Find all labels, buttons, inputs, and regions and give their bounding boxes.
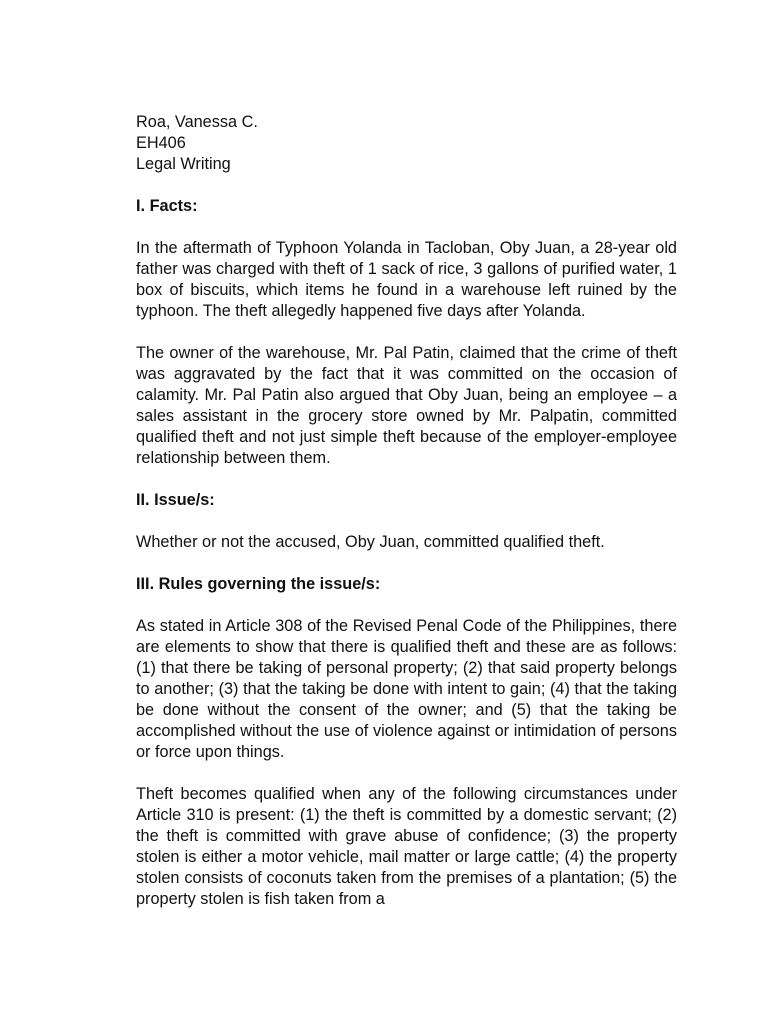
subject-title: Legal Writing (136, 155, 231, 173)
rules-paragraph-2: Theft becomes qualified when any of the following circumstances under Article 310 is present: (1) the theft is committed by a domestic servant; (2) the theft is committed with grave abuse of confidence; (3) the property stolen is either a motor vehicle, mail matter or large cattle; (4) the property stolen consists of coconuts taken from the premises of a plantation; (5) the property stolen is fish taken from a (136, 785, 677, 908)
section-rules (136, 574, 677, 910)
section-heading-facts: I. Facts: (136, 197, 198, 215)
facts-paragraph-1: In the aftermath of Typhoon Yolanda in Tacloban, Oby Juan, a 28-year old father was charged with theft of 1 sack of rice, 3 gallons of purified water, 1 box of biscuits, which items he found in a warehouse left ruined by the typhoon. The theft allegedly happened five days after Yolanda. (136, 239, 677, 320)
facts-paragraph-2: The owner of the warehouse, Mr. Pal Patin, claimed that the crime of theft was aggravated by the fact that it was committed on the occasion of calamity. Mr. Pal Patin also argued that Oby Juan, being an employee – a sales assistant in the grocery store owned by Mr. Palpatin, committed qualified theft and not just simple theft because of the employer-employee relationship between them. (136, 344, 677, 467)
author-name: Roa, Vanessa C. (136, 113, 258, 131)
course-code: EH406 (136, 134, 186, 152)
author-block (136, 112, 677, 175)
issues-paragraph-1: Whether or not the accused, Oby Juan, committed qualified theft. (136, 533, 605, 551)
document-body (136, 112, 677, 910)
section-facts (136, 196, 677, 469)
section-heading-issues: II. Issue/s: (136, 491, 215, 509)
section-heading-rules: III. Rules governing the issue/s: (136, 575, 381, 593)
section-issues (136, 490, 677, 553)
rules-paragraph-1: As stated in Article 308 of the Revised Penal Code of the Philippines, there are elements to show that there is qualified theft and these are as follows: (1) that there be taking of personal property; (2) that said property belongs to another; (3) that the taking be done with intent to gain; (4) that the taking be done without the consent of the owner; and (5) that the taking be accomplished without the use of violence against or intimidation of persons or force upon things. (136, 617, 677, 761)
